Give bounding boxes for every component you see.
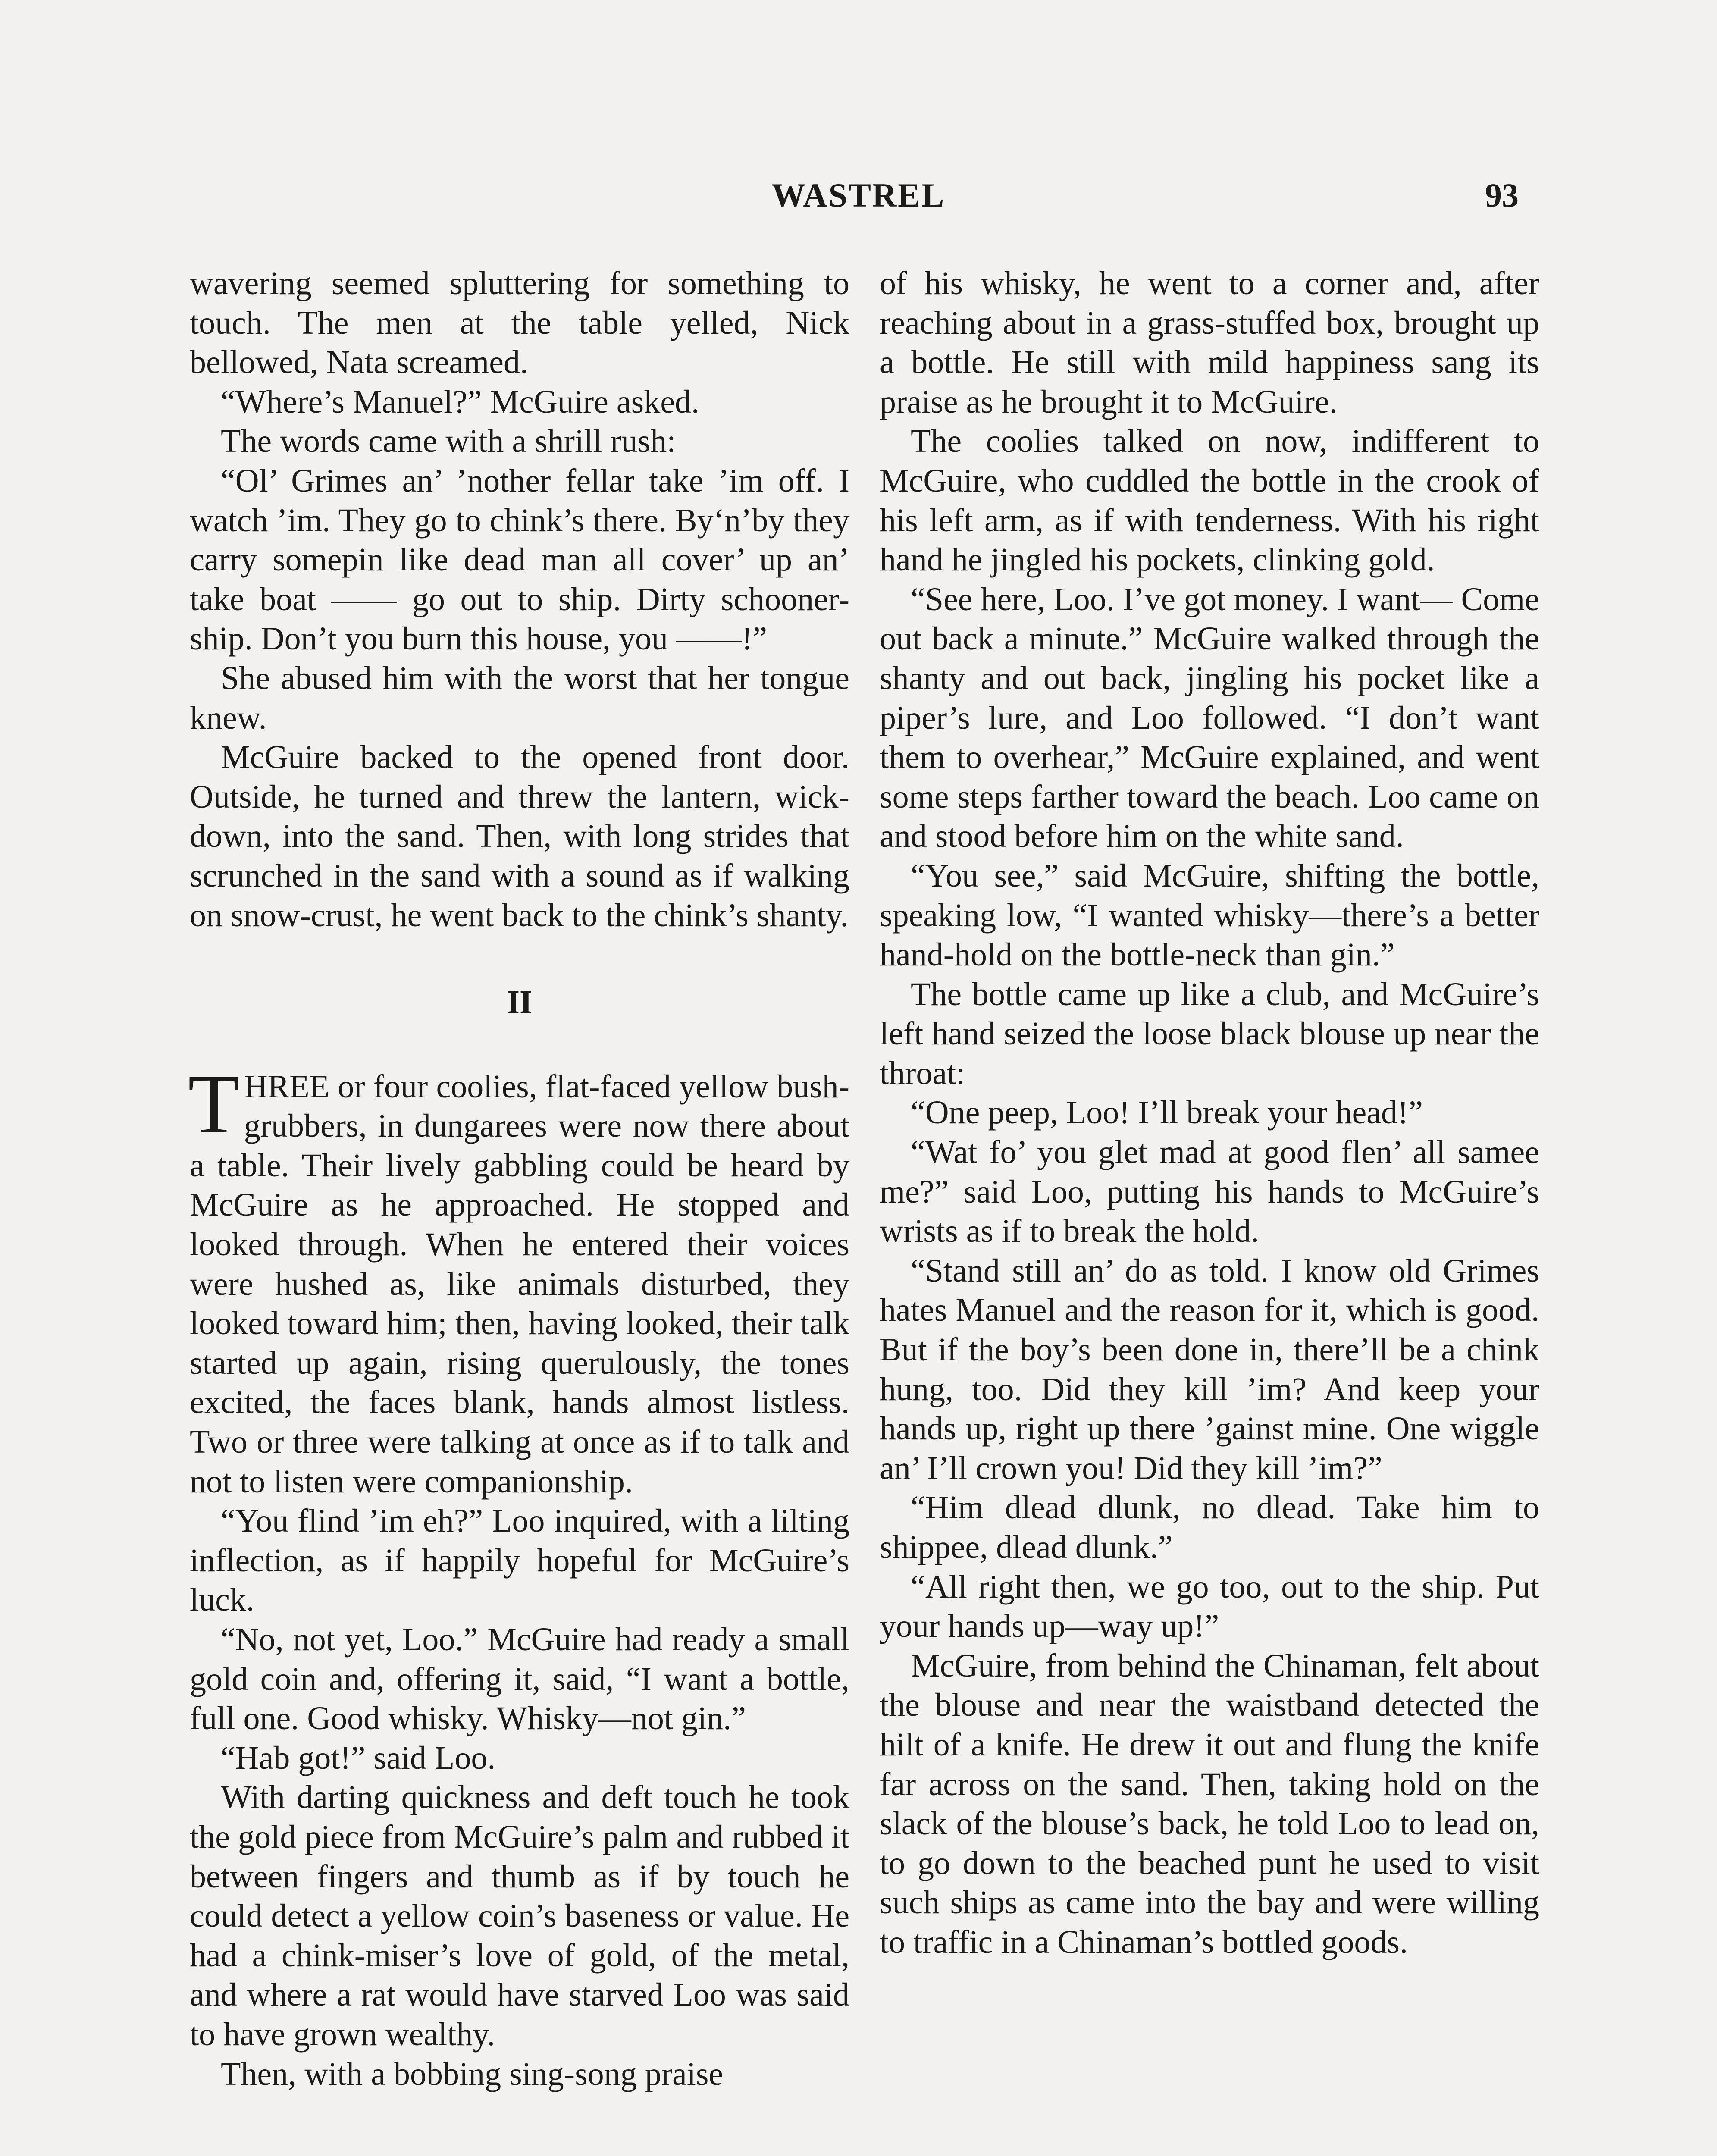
paragraph: With darting quickness and deft touch he took the gold piece from McGuire’s palm and rubbed it between fingers and thumb as if by touch he could detect a yellow coin’s baseness or value. He had a chink-miser’s love of gold, of the metal, and where a rat would have starved Loo was said to have grown wealthy. [190,1779,849,2053]
paragraph: The words came with a shrill rush: [221,423,676,460]
paragraph: “You see,” said McGuire, shifting the bottle, speaking low, “I wanted whisky—there’s a better hand-hold on the bottle-neck than gin.” [880,857,1539,973]
left-column [190,264,849,2094]
paragraph: “See here, Loo. I’ve got money. I want— Come out back a minute.” McGuire walked through the shanty and out back, jingling his pocket like a piper’s lure, and Loo followed. “I don’t want them to overhear,” McGuire explained, and went some steps farther toward the beach. Loo came on and stood before him on the white sand. [880,581,1539,855]
paragraph: “Hab got!” said Loo. [221,1739,496,1776]
paragraph: “All right then, we go too, out to the ship. Put your hands up—way up!” [880,1568,1539,1645]
paragraph: Then, with a bobbing sing-song praise [221,2056,724,2092]
dropcap-paragraph [188,1057,849,1502]
paragraph: wavering seemed spluttering for something to touch. The men at the table yelled, Nick bellowed, Nata screamed. [190,265,849,381]
paragraph: “No, not yet, Loo.” McGuire had ready a small gold coin and, offering it, said, “I want a bottle, full one. Good whisky. Whisky—not gin.” [190,1621,849,1737]
running-title: WASTREL [771,176,946,214]
section-heading: II [507,984,533,1021]
paragraph: of his whisky, he went to a corner and, after reaching about in a grass-stuffed box, brought up a bottle. He still with mild happiness sang its praise as he brought it to McGuire. [880,265,1539,420]
paragraph: “You flind ’im eh?” Loo inquired, with a lilting inflection, as if happily hopeful for McGuire’s luck. [190,1503,849,1618]
dropcap-paragraph-text: HREE or four coolies, flat-faced yellow bush-grubbers, in dungarees were now there about a table. Their lively gabbling could be heard by McGuire as he approached. He stopped and looked through. When he entered their voices were hushed as, like animals disturbed, they looked toward him; then, having looked, their talk started up again, rising querulously, the tones excited, the faces blank, hands almost listless. Two or three were talking at once as if to talk and not to listen were companionship. [190,1068,849,1500]
paragraph: “Where’s Manuel?” McGuire asked. [221,383,699,420]
paragraph: “Stand still an’ do as told. I know old Grimes hates Manuel and the reason for it, which is good. But if the boy’s been done in, there’ll be a chink hung, too. Did they kill ’im? And keep your hands up, right up there ’gainst mine. One wiggle an’ I’ll crown you! Did they kill ’im?” [880,1252,1539,1486]
paragraph: The bottle came up like a club, and McGuire’s left hand seized the loose black blouse up near the throat: [880,976,1539,1091]
paragraph: The coolies talked on now, indifferent to McGuire, who cuddled the bottle in the crook of his left arm, as if with tenderness. With his right hand he jingled his pockets, clinking gold. [880,423,1539,578]
page-number: 93 [1485,176,1519,214]
paragraph: “Wat fo’ you glet mad at good flen’ all samee me?” said Loo, putting his hands to McGuire’s wrists as if to break the hold. [880,1134,1539,1250]
paragraph: “Ol’ Grimes an’ ’nother fellar take ’im off. I watch ’im. They go to chink’s there. By‘n’by they carry somepin like dead man all cover’ up an’ take boat —— go out to ship. Dirty schooner-ship. Don’t you burn this house, you ——!” [190,462,849,657]
paragraph: “Him dlead dlunk, no dlead. Take him to shippee, dlead dlunk.” [880,1489,1539,1565]
right-column [880,264,1539,1962]
paragraph: McGuire, from behind the Chinaman, felt about the blouse and near the waistband detected the hilt of a knife. He drew it out and flung the knife far across on the sand. Then, taking hold on the slack of the blouse’s back, he told Loo to lead on, to go down to the beached punt he used to visit such ships as came into the bay and were willing to traffic in a Chinaman’s bottled goods. [880,1647,1539,1960]
drop-cap: T [188,1057,240,1151]
paragraph: “One peep, Loo! I’ll break your head!” [911,1094,1423,1131]
paragraph: She abused him with the worst that her tongue knew. [190,660,849,736]
paragraph: McGuire backed to the opened front door. Outside, he turned and threw the lantern, wick-down, into the sand. Then, with long strides that scrunched in the sand with a sound as if walking on snow-crust, he went back to the chink’s shanty. [190,739,849,934]
